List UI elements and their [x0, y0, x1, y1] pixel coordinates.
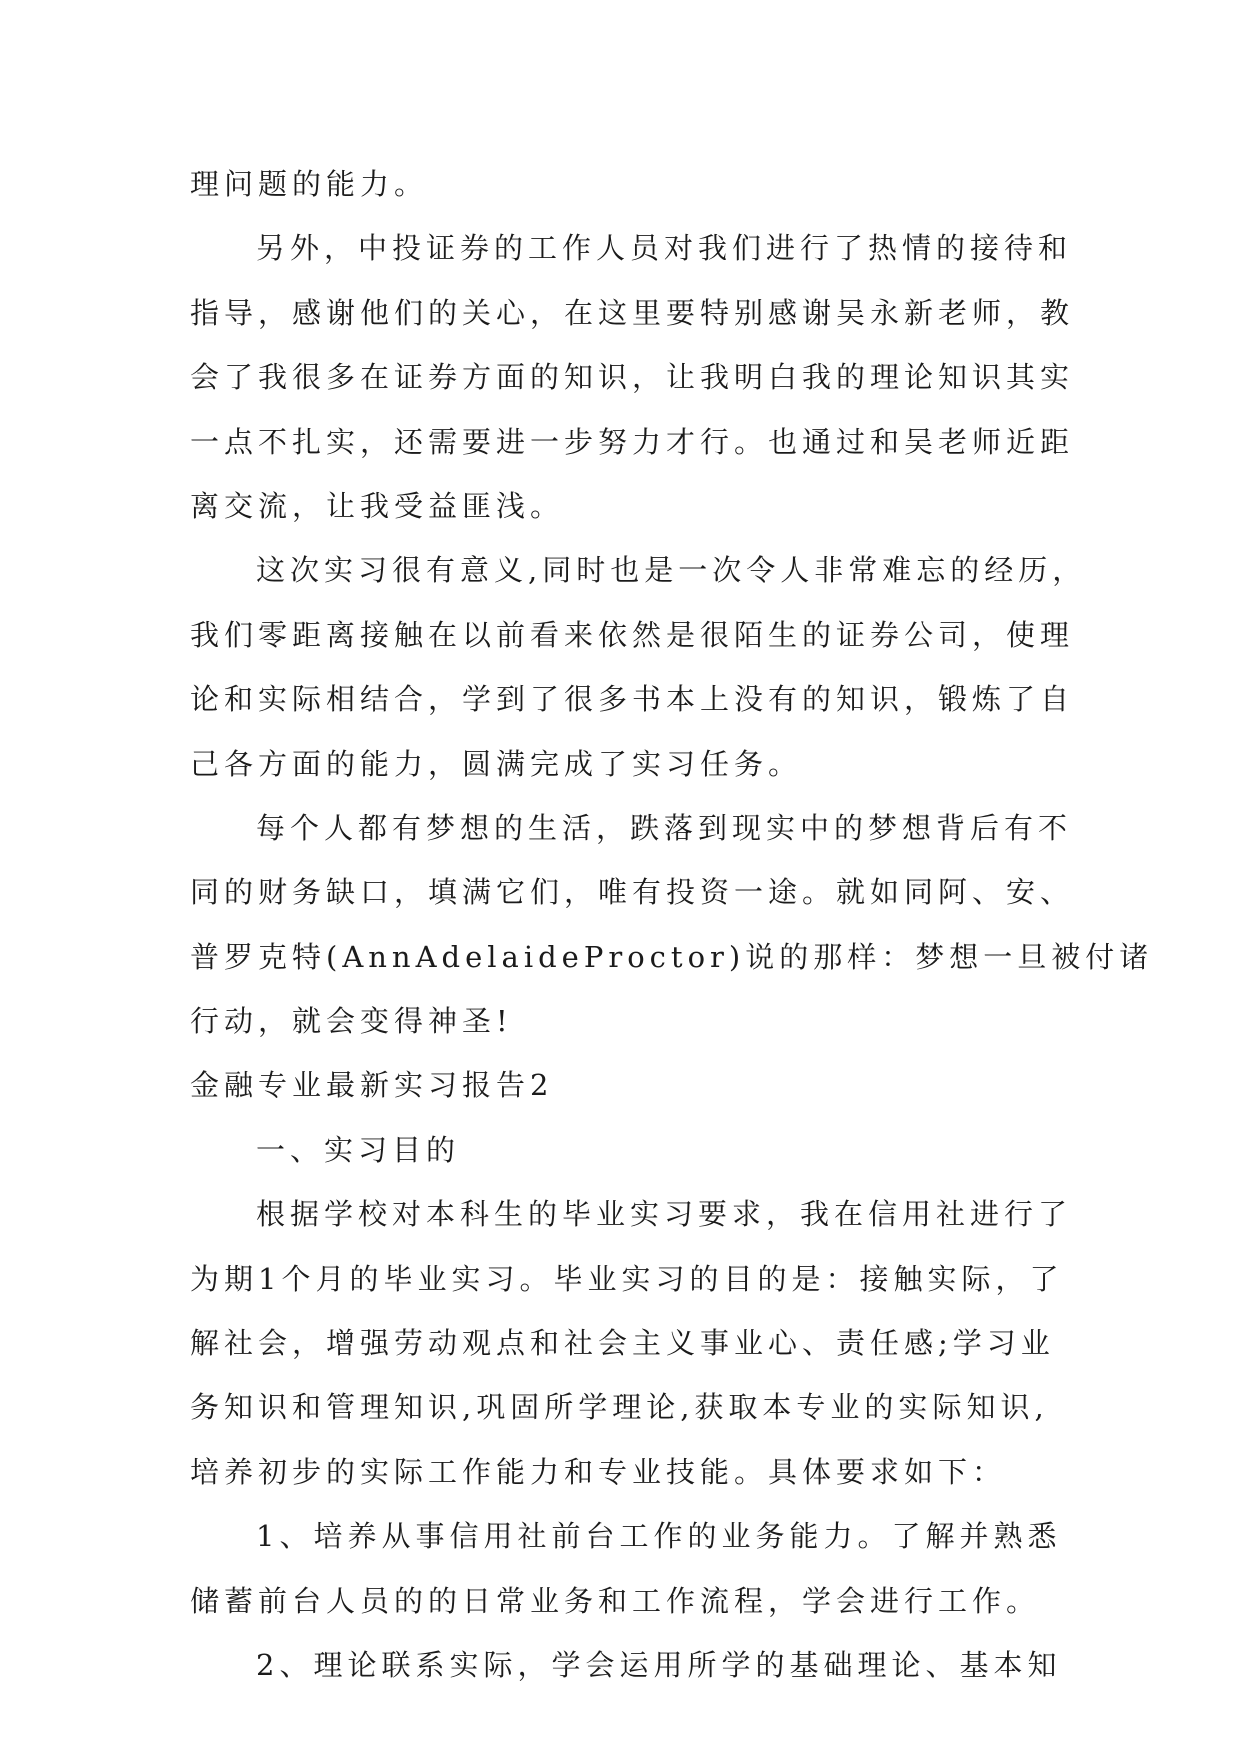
- paragraph-start-line: 这次实习很有意义,同时也是一次令人非常难忘的经历，: [256, 553, 1087, 588]
- paragraph-start-line: 另外，中投证券的工作人员对我们进行了热情的接待和: [256, 231, 1073, 266]
- subsection-heading: 一、实习目的: [256, 1132, 461, 1167]
- text-line: 解社会，增强劳动观点和社会主义事业心、责任感;学习业: [190, 1326, 1055, 1361]
- section-heading: 金融专业最新实习报告2: [190, 1068, 554, 1103]
- text-line: 论和实际相结合，学到了很多书本上没有的知识，锻炼了自: [190, 682, 1075, 717]
- text-line: 同的财务缺口，填满它们，唯有投资一途。就如同阿、安、: [190, 875, 1075, 910]
- list-item-line: 1、培养从事信用社前台工作的业务能力。了解并熟悉: [256, 1519, 1062, 1554]
- text-line: 一点不扎实，还需要进一步努力才行。也通过和吴老师近距: [190, 424, 1075, 459]
- text-line: 为期1个月的毕业实习。毕业实习的目的是：接触实际，了: [190, 1261, 1064, 1296]
- text-line: 我们零距离接触在以前看来依然是很陌生的证券公司，使理: [190, 617, 1075, 652]
- paragraph-start-line: 每个人都有梦想的生活，跌落到现实中的梦想背后有不: [256, 810, 1073, 845]
- list-item-line: 2、理论联系实际，学会运用所学的基础理论、基本知: [256, 1647, 1062, 1682]
- text-line: 指导，感谢他们的关心，在这里要特别感谢吴永新老师，教: [190, 295, 1075, 330]
- text-line: 务知识和管理知识,巩固所学理论,获取本专业的实际知识,: [190, 1390, 1049, 1425]
- text-line: 会了我很多在证券方面的知识，让我明白我的理论知识其实: [190, 360, 1075, 395]
- text-line: 行动，就会变得神圣!: [190, 1004, 513, 1039]
- text-line: 离交流，让我受益匪浅。: [190, 488, 565, 523]
- text-line: 理问题的能力。: [190, 167, 429, 201]
- text-line: 普罗克特(AnnAdelaideProctor)说的那样：梦想一旦被付诸: [190, 939, 1154, 974]
- text-line: 己各方面的能力，圆满完成了实习任务。: [190, 746, 803, 781]
- paragraph-start-line: 根据学校对本科生的毕业实习要求，我在信用社进行了: [256, 1197, 1073, 1232]
- text-line: 培养初步的实际工作能力和专业技能。具体要求如下：: [190, 1454, 1007, 1489]
- document-body: [190, 152, 1154, 1697]
- text-line: 储蓄前台人员的的日常业务和工作流程，学会进行工作。: [190, 1583, 1041, 1618]
